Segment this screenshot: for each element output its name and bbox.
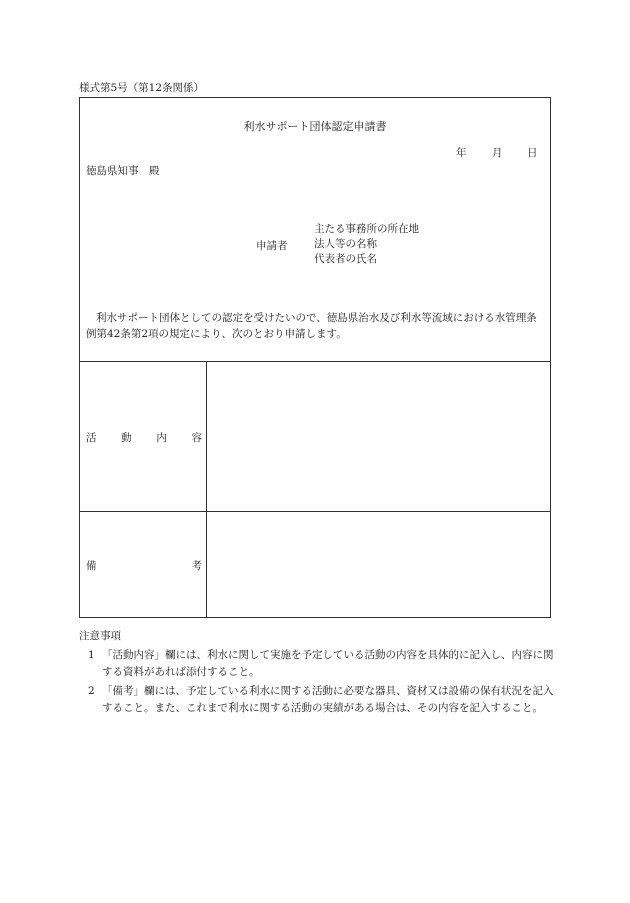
label-char: 備: [86, 560, 97, 572]
note-text: 「活動内容」欄には、利水に関して実施を予定している活動の内容を具体的に記入し、内容に関する資料があれば添付すること。: [102, 649, 554, 678]
form-title: 利水サポート団体認定申請書: [243, 120, 387, 133]
divider-top: [80, 361, 550, 362]
addressee: 徳島県知事 殿: [86, 165, 160, 177]
note-text: 「備考」欄には、予定している利水に関する活動に必要な器具、資材又は設備の保有状況を記入すること。また、これまで利水に関する活動の実績がある場合は、その内容を記入すること。: [102, 685, 554, 714]
note-number: 1: [88, 649, 95, 661]
column-divider: [206, 361, 207, 617]
activity-content-label: [86, 430, 202, 445]
notes-title: 注意事項: [79, 630, 121, 642]
remarks-label: [86, 558, 202, 573]
applicant-label: 申請者: [256, 240, 288, 252]
label-char: 動: [121, 432, 132, 444]
divider-middle: [80, 511, 550, 512]
note-number: 2: [88, 685, 95, 697]
date-month-label: 月: [492, 147, 503, 159]
applicant-field-representative: 代表者の氏名: [314, 253, 377, 265]
date-year-label: 年: [456, 147, 467, 159]
applicant-fields: [314, 222, 419, 267]
label-char: 容: [191, 432, 202, 444]
applicant-field-address: 主たる事務所の所在地: [314, 223, 419, 235]
application-statement: 利水サポート団体としての認定を受けたいので、徳島県治水及び利水等流域における水管理条例第42条第2項の規定により、次のとおり申請します。: [86, 312, 537, 340]
note-item-2: [88, 683, 558, 717]
note-item-1: [88, 647, 558, 681]
form-number-label: 様式第5号（第12条関係）: [79, 82, 205, 94]
label-char: 内: [156, 432, 167, 444]
date-day-label: 日: [527, 147, 538, 159]
label-char: 考: [191, 560, 202, 572]
application-form: [79, 97, 551, 618]
label-char: 活: [86, 432, 97, 444]
applicant-field-name: 法人等の名称: [314, 238, 377, 250]
